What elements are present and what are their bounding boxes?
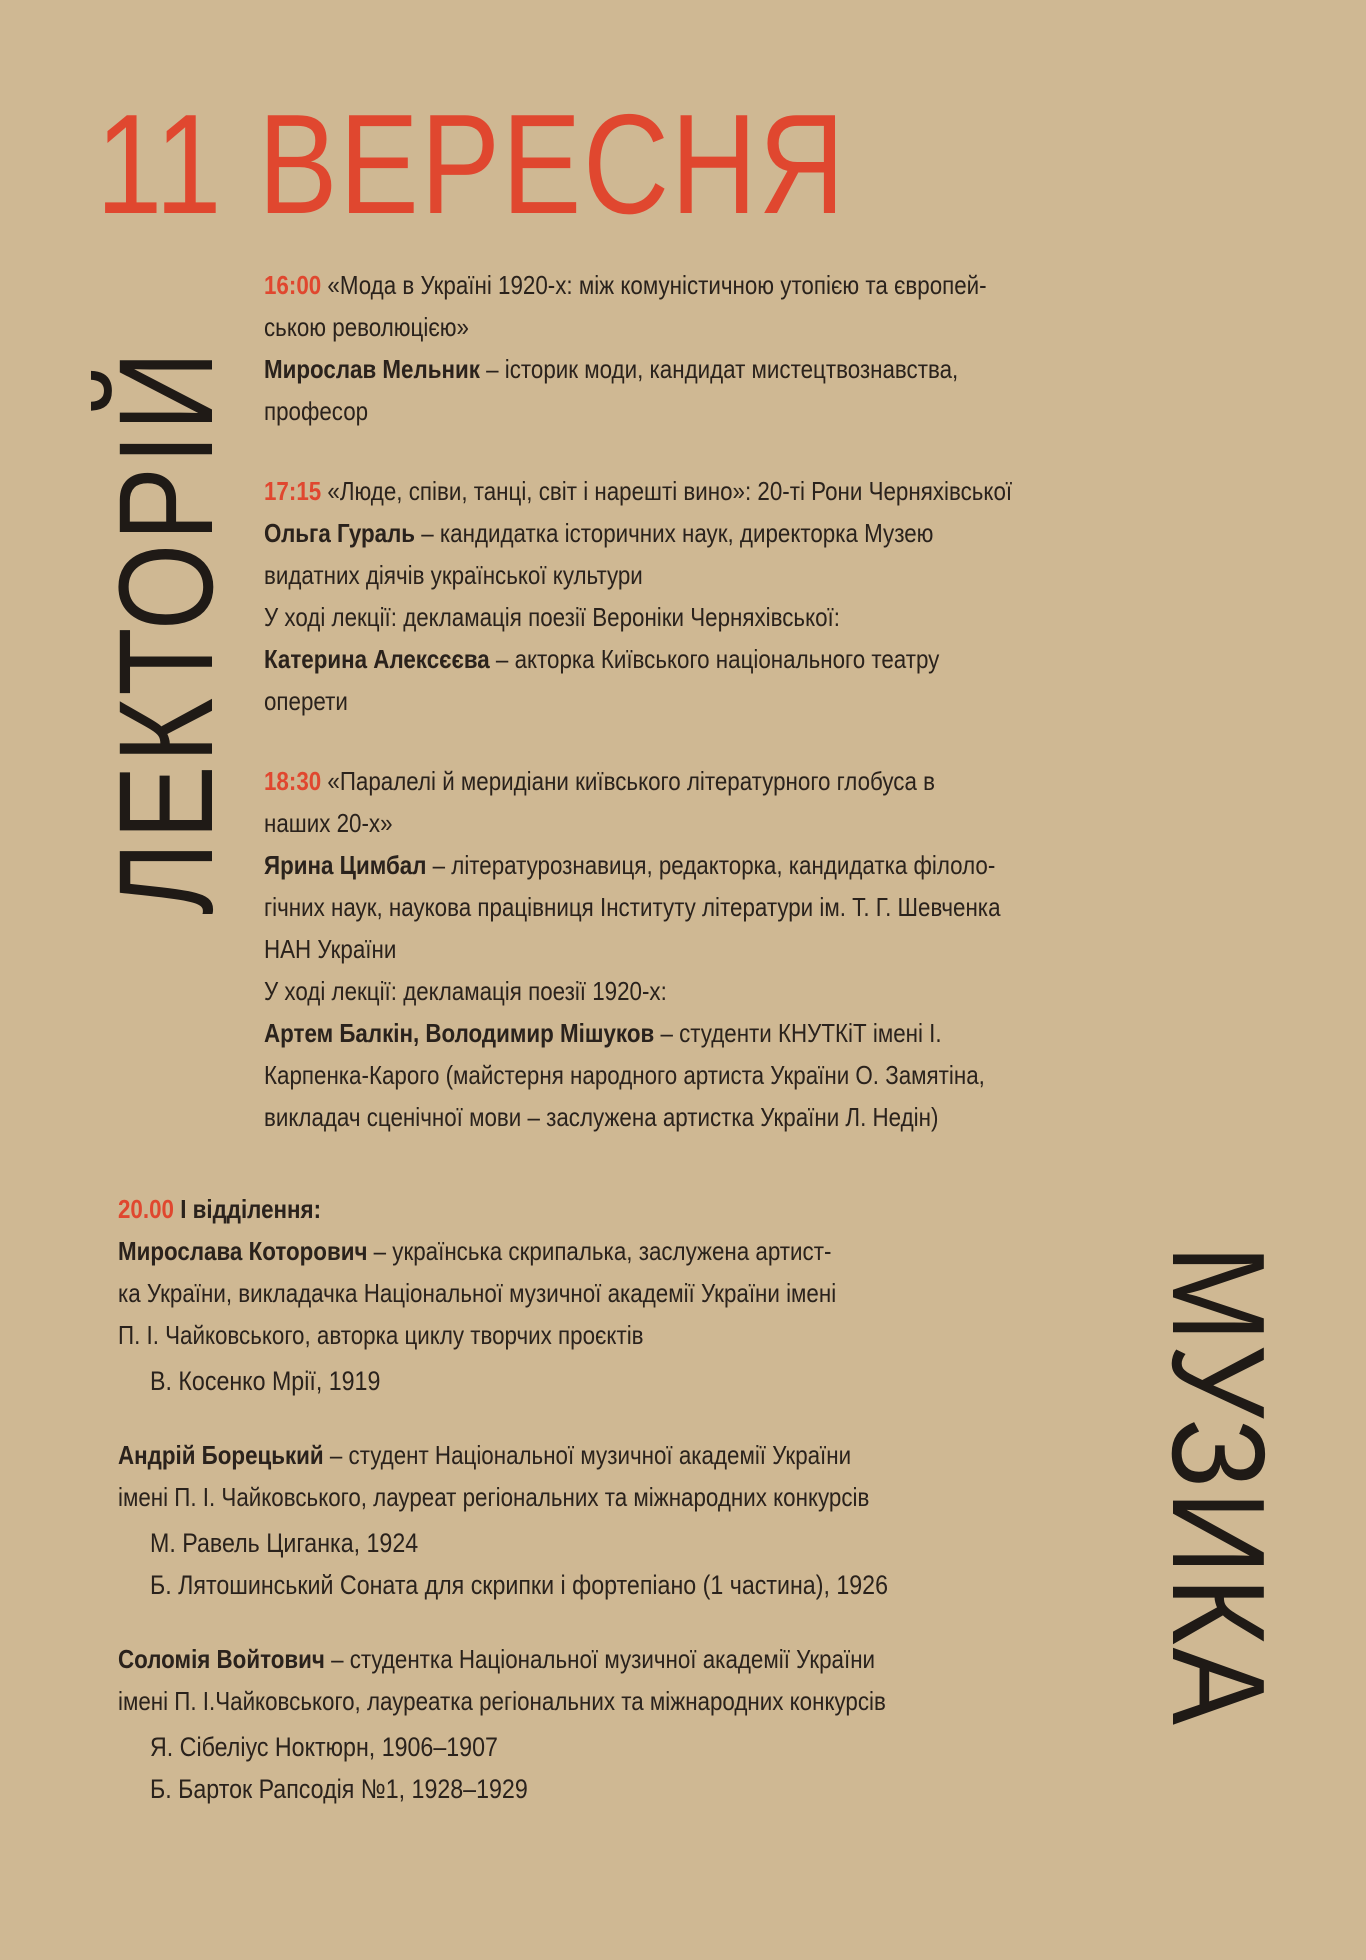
- lecture-note: У ході лекції: декламація поезії 1920-х:: [264, 976, 667, 1006]
- speaker-desc: гічних наук, наукова працівниця Інституту літератури ім. Т. Г. Шевченка: [264, 892, 1001, 922]
- musician-desc: – українська скрипалька, заслужена артист-: [367, 1236, 832, 1266]
- musician-name: Мирослава Которович: [118, 1236, 368, 1266]
- lecture-note: У ході лекції: декламація поезії Вероніки Черняхівської:: [264, 602, 840, 632]
- performer-desc: викладач сценічної мови – заслужена артистка України Л. Недін): [264, 1102, 939, 1132]
- musician-desc: імені П. І.Чайковського, лауреатка регіональних та міжнародних конкурсів: [118, 1686, 886, 1716]
- musical-work: М. Равель Циганка, 1924: [150, 1528, 419, 1558]
- musician-name: Соломія Войтович: [118, 1644, 325, 1674]
- musician-item: [118, 1434, 1148, 1606]
- music-side-label: [1145, 1245, 1292, 1793]
- musician-item: [118, 1638, 1148, 1810]
- musical-work: Б. Барток Рапсодія №1, 1928–1929: [150, 1774, 528, 1804]
- lecture-item: [264, 264, 1294, 432]
- lectures-side-label: [92, 255, 241, 915]
- musical-work: Б. Лятошинський Соната для скрипки і фортепіано (1 частина), 1926: [150, 1570, 889, 1600]
- date-title: 11 ВЕРЕСНЯ: [96, 85, 847, 244]
- musician-desc: імені П. І. Чайковського, лауреат регіональних та міжнародних конкурсів: [118, 1482, 870, 1512]
- performer-desc: Карпенка-Карого (майстерня народного артиста України О. Замятіна,: [264, 1060, 985, 1090]
- lecture-title: наших 20-х»: [264, 808, 393, 838]
- musician-desc: – студент Національної музичної академії України: [323, 1440, 852, 1470]
- concert-section-label: І відділення:: [180, 1194, 322, 1224]
- lecture-item: [264, 470, 1294, 722]
- speaker-desc: професор: [264, 396, 369, 426]
- performer-name: Катерина Алексєєва: [264, 644, 490, 674]
- musician-name: Андрій Борецький: [118, 1440, 324, 1470]
- musician-desc: П. І. Чайковського, авторка циклу творчих проєктів: [118, 1320, 644, 1350]
- performer-name: Артем Балкін, Володимир Мішуков: [264, 1018, 655, 1048]
- speaker-name: Ярина Цимбал: [264, 850, 427, 880]
- speaker-name: Ольга Гураль: [264, 518, 416, 548]
- performer-desc: оперети: [264, 686, 348, 716]
- musician-desc: – студентка Національної музичної академії України: [324, 1644, 876, 1674]
- musical-work: В. Косенко Мрії, 1919: [150, 1366, 381, 1396]
- speaker-name: Мирослав Мельник: [264, 354, 480, 384]
- lecture-time: 16:00: [264, 270, 322, 300]
- lecture-title: «Паралелі й меридіани київського літературного глобуса в: [327, 766, 935, 796]
- lectures-section: [264, 264, 1294, 1176]
- speaker-desc: – літературознавиця, редакторка, кандидатка філоло-: [426, 850, 996, 880]
- performer-desc: – акторка Київського національного театру: [489, 644, 940, 674]
- speaker-desc: – історик моди, кандидат мистецтвознавства,: [479, 354, 959, 384]
- musician-item: [118, 1230, 1148, 1402]
- lecture-time: 18:30: [264, 766, 322, 796]
- performer-desc: – студенти КНУТКіТ імені І.: [654, 1018, 942, 1048]
- speaker-desc: видатних діячів української культури: [264, 560, 643, 590]
- lecture-time: 17:15: [264, 476, 322, 506]
- lecture-title: ською революцією»: [264, 312, 469, 342]
- concert-time: 20.00: [118, 1194, 174, 1224]
- music-side-label-text: МУЗИКА: [1145, 1245, 1292, 1728]
- musical-work: Я. Сібеліус Ноктюрн, 1906–1907: [150, 1732, 498, 1762]
- speaker-desc: – кандидатка історичних наук, директорка Музею: [415, 518, 934, 548]
- lecture-title: «Мода в Україні 1920-х: між комуністичною утопією та європей-: [327, 270, 987, 300]
- music-section: [118, 1188, 1148, 1842]
- musician-desc: ка України, викладачка Національної музичної академії України імені: [118, 1278, 837, 1308]
- speaker-desc: НАН України: [264, 934, 397, 964]
- lecture-title: «Люде, співи, танці, світ і нарешті вино»: 20-ті Рони Черняхівської: [327, 476, 1013, 506]
- lecture-item: [264, 760, 1294, 1138]
- lectures-side-label-text: ЛЕКТОРІЙ: [92, 348, 241, 915]
